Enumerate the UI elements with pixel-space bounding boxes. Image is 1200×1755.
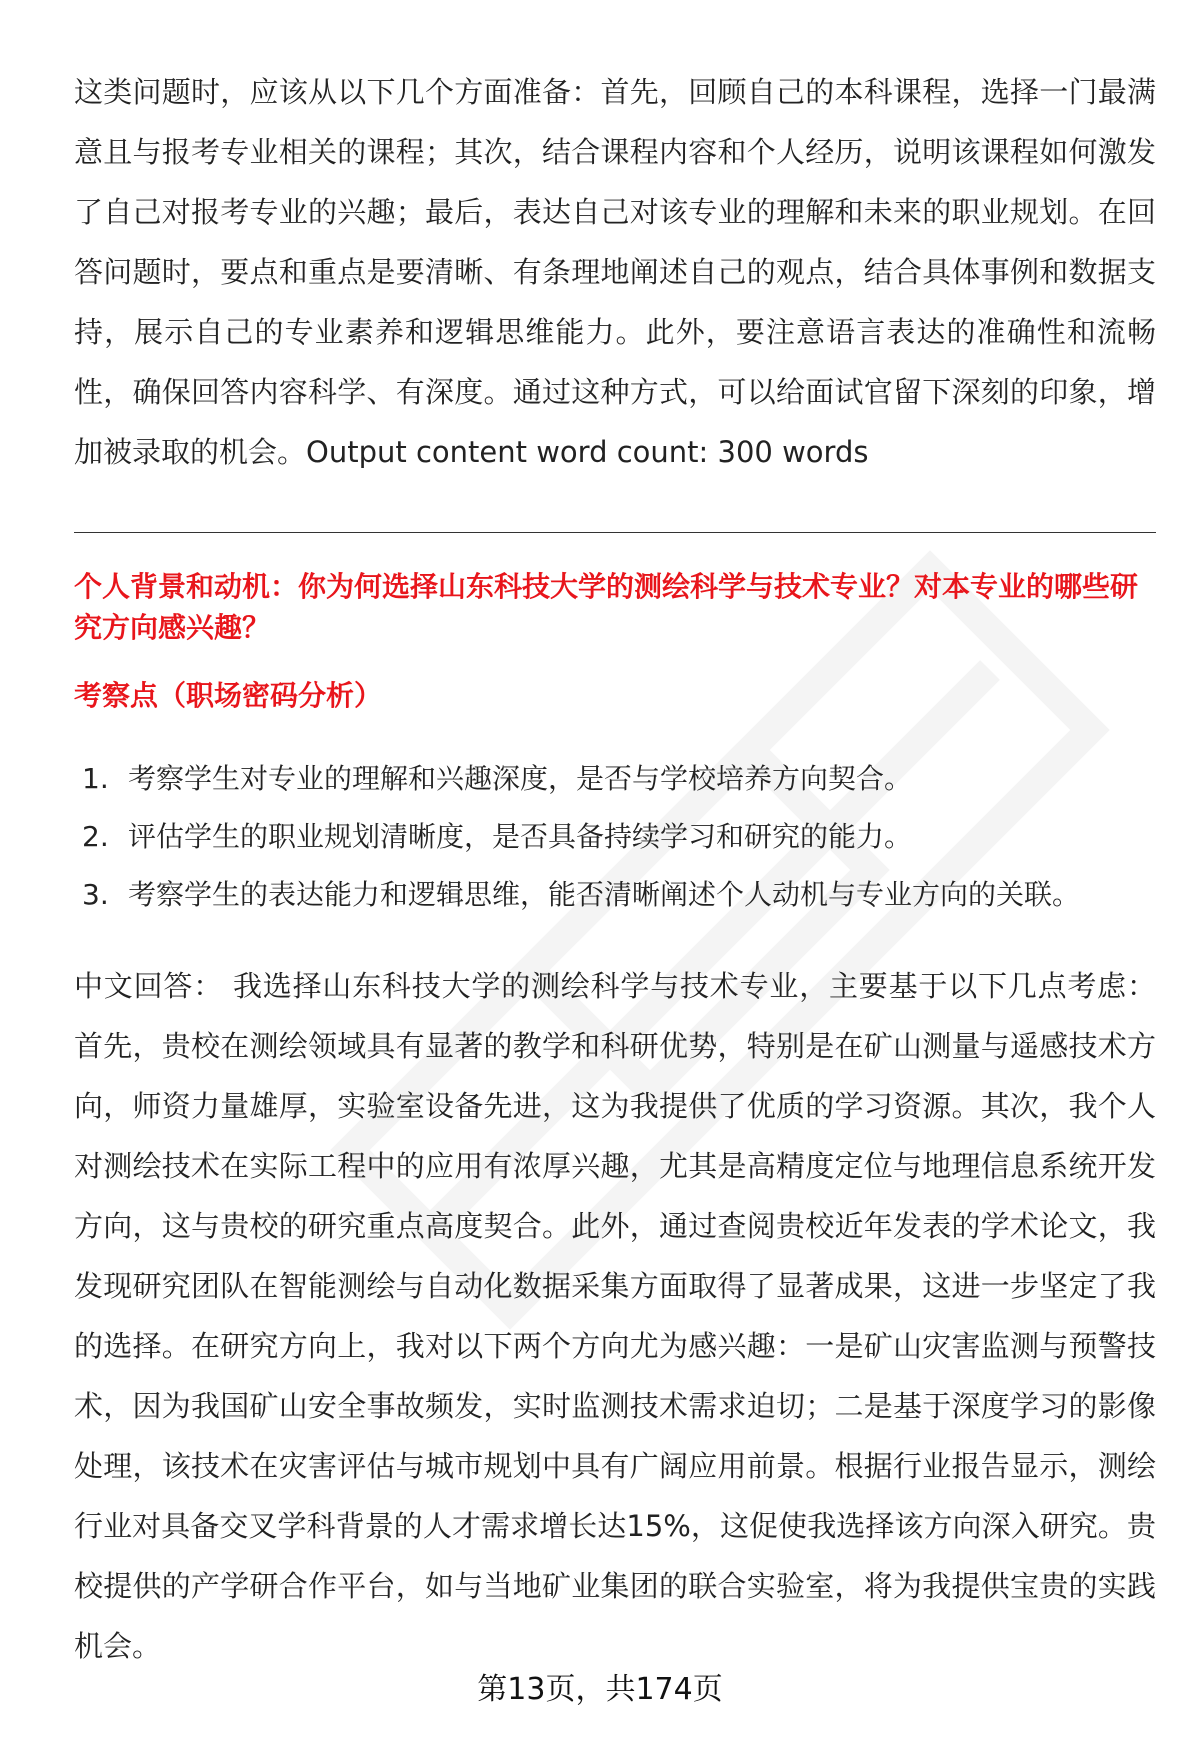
- list-item: [82, 866, 1156, 924]
- list-item-text: 考察学生对专业的理解和兴趣深度，是否与学校培养方向契合。: [128, 762, 913, 795]
- section-divider: [74, 532, 1156, 533]
- list-item-number: 3.: [82, 878, 109, 911]
- list-item: [82, 750, 1156, 808]
- page-footer: 第13页，共174页: [477, 1672, 723, 1707]
- question-heading: 个人背景和动机：你为何选择山东科技大学的测绘科学与技术专业？对本专业的哪些研究方向感兴趣？: [74, 570, 1139, 644]
- assessment-points-title: 考察点（职场密码分析）: [74, 679, 383, 712]
- intro-section: [74, 62, 1156, 482]
- list-item: [82, 808, 1156, 866]
- intro-paragraph: 这类问题时，应该从以下几个方面准备：首先，回顾自己的本科课程，选择一门最满意且与报考专业相关的课程；其次，结合课程内容和个人经历，说明该课程如何激发了自己对报考专业的兴趣；最后，表达自己对该专业的理解和未来的职业规划。在回答问题时，要点和重点是要清晰、有条理地阐述自己的观点，结合具体事例和数据支持，展示自己的专业素养和逻辑思维能力。此外，要注意语言表达的准确性和流畅性，确保回答内容科学、有深度。通过这种方式，可以给面试官留下深刻的印象，增加被录取的机会。Output content word count: 300 words: [74, 75, 1156, 469]
- assessment-points-list: [82, 750, 1156, 924]
- list-item-number: 1.: [82, 762, 109, 795]
- list-item-text: 考察学生的表达能力和逻辑思维，能否清晰阐述个人动机与专业方向的关联。: [128, 878, 1081, 911]
- list-item-number: 2.: [82, 820, 109, 853]
- answer-paragraph: 中文回答： 我选择山东科技大学的测绘科学与技术专业，主要基于以下几点考虑：首先，贵校在测绘领域具有显著的教学和科研优势，特别是在矿山测量与遥感技术方向，师资力量雄厚，实验室设备先进，这为我提供了优质的学习资源。其次，我个人对测绘技术在实际工程中的应用有浓厚兴趣，尤其是高精度定位与地理信息系统开发方向，这与贵校的研究重点高度契合。此外，通过查阅贵校近年发表的学术论文，我发现研究团队在智能测绘与自动化数据采集方面取得了显著成果，这进一步坚定了我的选择。在研究方向上，我对以下两个方向尤为感兴趣：一是矿山灾害监测与预警技术，因为我国矿山安全事故频发，实时监测技术需求迫切；二是基于深度学习的影像处理，该技术在灾害评估与城市规划中具有广阔应用前景。根据行业报告显示，测绘行业对具备交叉学科背景的人才需求增长达15%，这促使我选择该方向深入研究。贵校提供的产学研合作平台，如与当地矿业集团的联合实验室，将为我提供宝贵的实践机会。: [74, 969, 1156, 1663]
- answer-section: [74, 956, 1156, 1676]
- list-item-text: 评估学生的职业规划清晰度，是否具备持续学习和研究的能力。: [128, 820, 913, 853]
